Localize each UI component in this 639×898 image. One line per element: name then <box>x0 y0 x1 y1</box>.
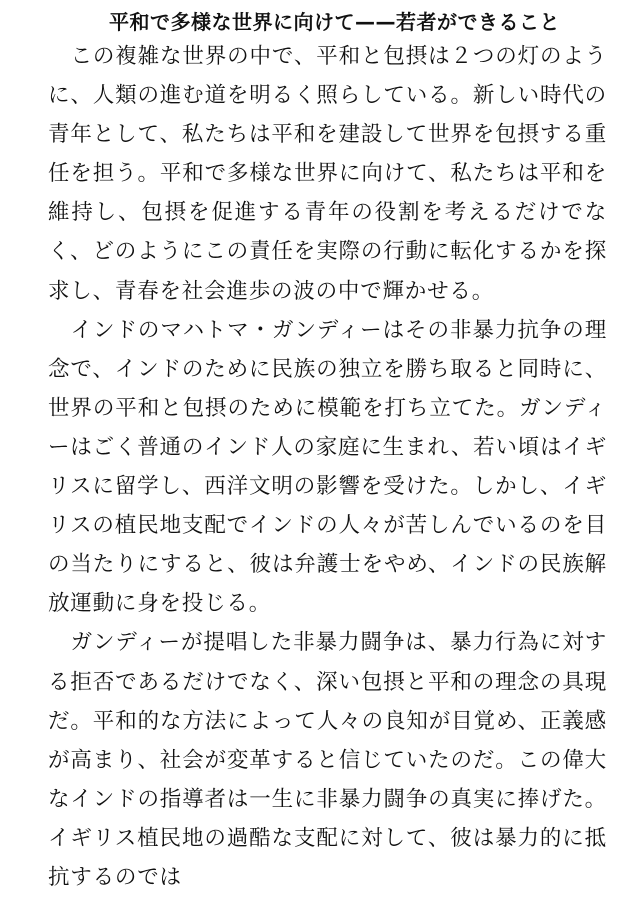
paragraph-nonviolence: ガンディーが提唱した非暴力闘争は、暴力行為に対する拒否であるだけでなく、深い包摂と平和の理念の具現だ。平和的な方法によって人々の良知が目覚め、正義感が高まり、社会が変革すると信じていたのだ。この偉大なインドの指導者は一生に非暴力闘争の真実に捧げた。イギリス植民地の過酷な支配に対して、彼は暴力的に抵抗するのでは <box>48 630 607 890</box>
paragraph-peace-inclusion: この複雑な世界の中で、平和と包摂は２つの灯のように、人類の進む道を明るく照らしている。新しい時代の青年として、私たちは平和を建設して世界を包摂する重任を担う。平和で多様な世界に向けて、私たちは平和を維持し、包摂を促進する青年の役割を考えるだけでなく、どのようにこの責任を実際の行動に転化するかを探求し、青春を社会進歩の波の中で輝かせる。 <box>48 44 607 304</box>
paragraph-gandhi-background: インドのマハトマ・ガンディーはその非暴力抗争の理念で、インドのために民族の独立を勝ち取ると同時に、世界の平和と包摂のために模範を打ち立てた。ガンディーはごく普通のインド人の家庭に生まれ、若い頃はイギリスに留学し、西洋文明の影響を受けた。しかし、イギリスの植民地支配でインドの人々が苦しんでいるのを目の当たりにすると、彼は弁護士をやめ、インドの民族解放運動に身を投じる。 <box>48 317 607 617</box>
document-title: 平和で多様な世界に向けて——若者ができること <box>109 10 560 34</box>
